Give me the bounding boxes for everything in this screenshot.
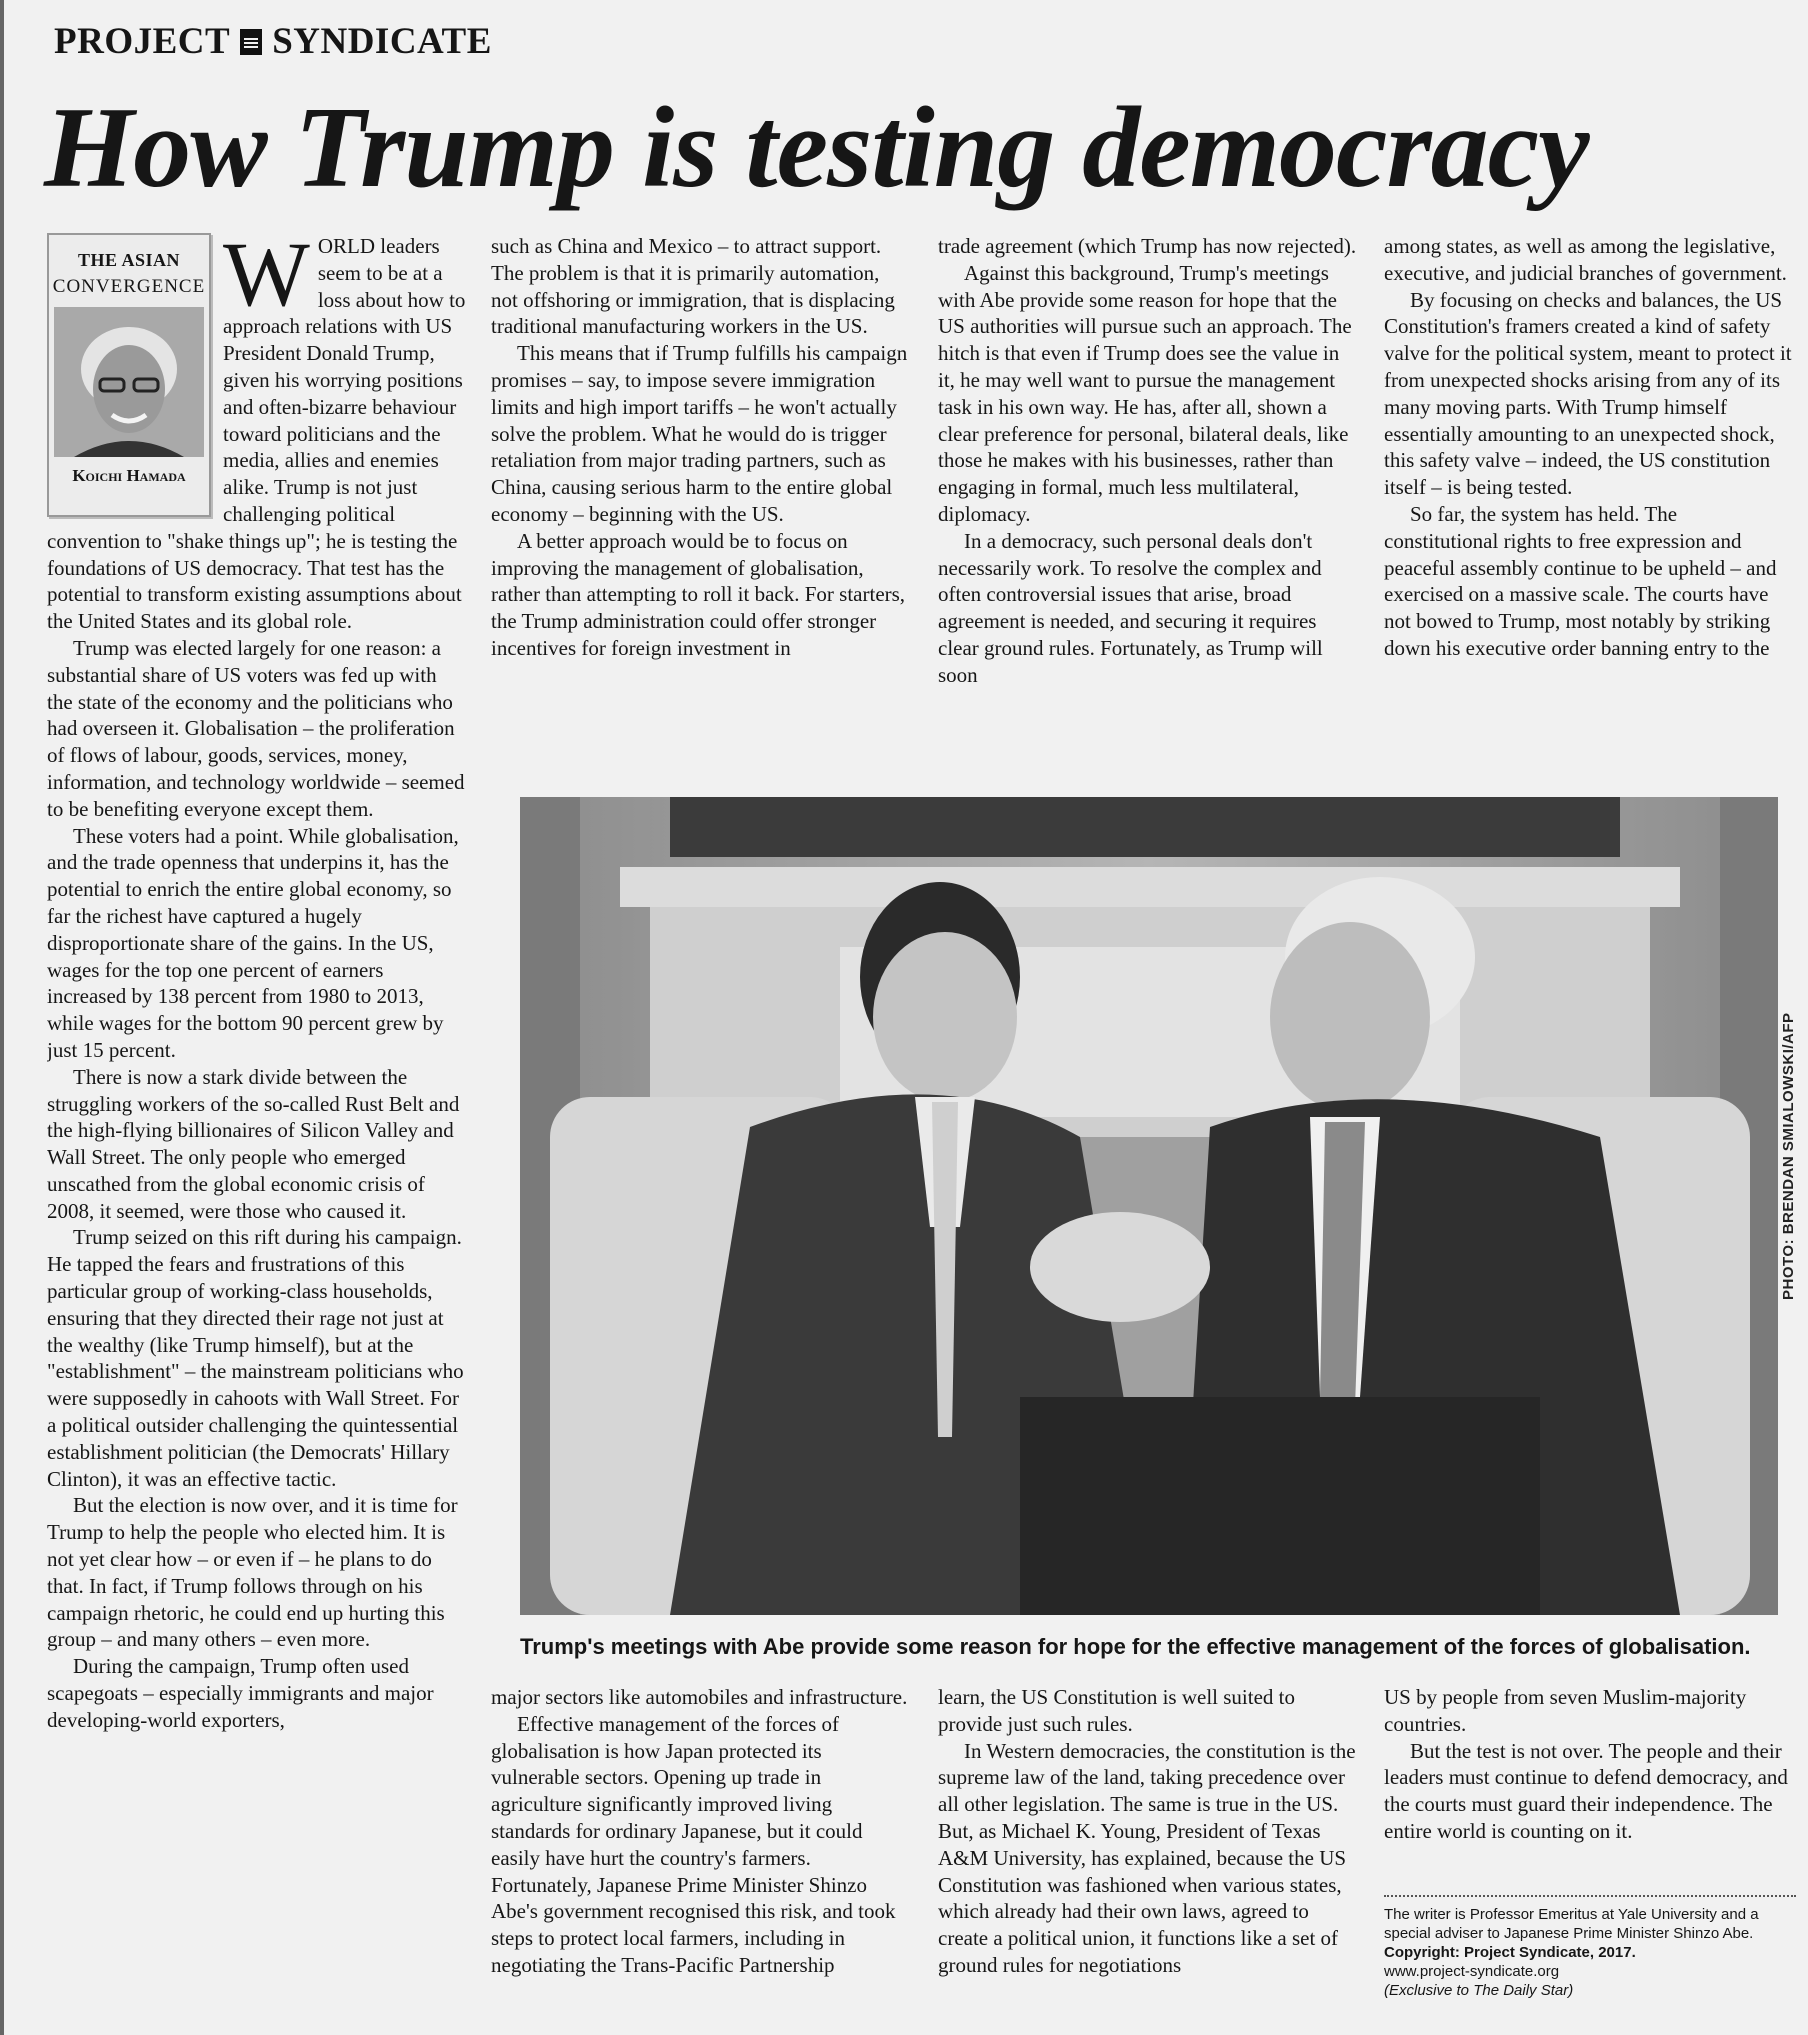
article-column-2-top — [491, 233, 911, 773]
paragraph: trade agreement (which Trump has now rejected). — [938, 234, 1357, 258]
author-bio: The writer is Professor Emeritus at Yale University and a special adviser to Japanese Prime Minister Shinzo Abe. — [1384, 1906, 1759, 1942]
photo-credit: PHOTO: BRENDAN SMIALOWSKI/AFP — [1780, 1012, 1797, 1300]
paragraph: But the election is now over, and it is time for Trump to help the people who elected him. It is not yet clear how – or even if – he plans to do that. In fact, if Trump follows through on his campaign rhetoric, he could end up hurting this group – and many others – even more. — [47, 1493, 458, 1652]
exclusive-note: (Exclusive to The Daily Star) — [1384, 1982, 1574, 1999]
paragraph: In a democracy, such personal deals don't necessarily work. To resolve the complex and often controversial issues that arise, broad agreement is needed, and securing it requires clear ground rules. Fortunately, as Trump will soon — [938, 528, 1323, 687]
masthead-right: SYNDICATE — [272, 21, 492, 62]
author-name: Koichi Hamada — [72, 465, 186, 485]
source-url: www.project-syndicate.org — [1384, 1963, 1560, 1980]
paragraph: A better approach would be to focus on improving the management of globalisation, rather than attempting to roll it back. For starters, the Trump administration could offer stronger incentives for foreign investment in — [491, 528, 906, 660]
article-photo — [520, 797, 1778, 1615]
author-footnote — [1384, 1905, 1796, 2000]
paragraph: major sectors like automobiles and infrastructure. — [491, 1685, 908, 1709]
section-masthead — [54, 20, 492, 63]
paragraph: During the campaign, Trump often used scapegoats – especially immigrants and major developing-world exporters, — [47, 1654, 434, 1732]
author-box — [47, 233, 211, 517]
paragraph-text: leaders seem to be at a loss about how to approach relations with US President Donald Trump, given his worrying positions and often-bizarre behaviour toward politicians and the media, allies and enemies alike. Trump is not just challenging political convention to "shake things up"; he is testing the foundations of US democracy. That test has the potential to transform existing assumptions about the United States and its global role. — [47, 234, 466, 634]
paragraph: These voters had a point. While globalisation, and the trade openness that underpins it, has the potential to enrich the entire global economy, so far the richest have captured a hugely disproportionate share of the gains. In the US, wages for the top one percent of earners increased by 138 percent from 1980 to 2013, while wages for the bottom 90 percent grew by just 15 percent. — [47, 823, 459, 1062]
series-label-line1: THE ASIAN — [77, 250, 181, 270]
paragraph: such as China and Mexico – to attract support. The problem is that it is primarily automation, not offshoring or immigration, that is displacing traditional manufacturing workers in the US. — [491, 234, 895, 339]
masthead-left: PROJECT — [54, 21, 231, 62]
paragraph: learn, the US Constitution is well suited to provide just such rules. — [938, 1685, 1295, 1736]
paragraph: In Western democracies, the constitution is the supreme law of the land, taking precedence over all other legislation. The same is true in the US. But, as Michael K. Young, President of Texas A&M University, has explained, because the US Constitution was fashioned when various states, which already had their own laws, agreed to create a political union, it functions like a set of ground rules for negotiations — [938, 1738, 1356, 1977]
copyright-notice: Copyright: Project Syndicate, 2017. — [1384, 1944, 1636, 1961]
series-label-line2: CONVERGENCE — [52, 275, 206, 297]
author-portrait — [54, 307, 204, 457]
paragraph: But the test is not over. The people and their leaders must continue to defend democracy, and the courts must guard their independence. The entire world is counting on it. — [1384, 1738, 1788, 1843]
footer-divider — [1384, 1895, 1796, 1897]
paragraph: There is now a stark divide between the struggling workers of the so-called Rust Belt and the high-flying billionaires of Silicon Valley and Wall Street. The only people who emerged unscathed from the global economic crisis of 2008, it seemed, were those who caused it. — [47, 1064, 460, 1223]
article-column-3-bottom — [938, 1684, 1358, 2031]
article-column-4-bottom — [1384, 1684, 1794, 1884]
drop-cap: W — [223, 233, 310, 325]
paragraph: So far, the system has held. The constitutional rights to free expression and peaceful assembly continue to be upheld – and exercised on a massive scale. The courts have not bowed to Trump, most notably by striking down his executive order banning entry to the — [1384, 501, 1777, 660]
article-column-2-bottom — [491, 1684, 911, 2031]
paragraph: Effective management of the forces of globalisation is how Japan protected its vulnerable sectors. Opening up trade in agriculture significantly improved living standards for ordinary Japanese, but it could easily have hurt the country's farmers. Fortunately, Japanese Prime Minister Shinzo Abe's government recognised this risk, and took steps to protect local farmers, including in negotiating the Trans-Pacific Partnership — [491, 1711, 896, 1977]
first-word: ORLD — [317, 234, 376, 258]
page-edge — [0, 0, 4, 2035]
paragraph: Trump seized on this rift during his campaign. He tapped the fears and frustrations of this particular group of working-class households, ensuring that they directed their rage not just at the wealthy (like Trump himself), but at the "establishment" – the mainstream politicians who were supposedly in cahoots with Wall Street. For a political outsider challenging the quintessential establishment politician (the Democrats' Hillary Clinton), it was an effective tactic. — [47, 1225, 464, 1491]
paragraph: US by people from seven Muslim-majority countries. — [1384, 1685, 1747, 1736]
article-column-4-top — [1384, 233, 1794, 773]
paragraph: By focusing on checks and balances, the US Constitution's framers created a kind of safety valve for the political system, meant to protect it from unexpected shocks arising from any of its many moving parts. With Trump himself essentially amounting to an unexpected shock, this safety valve – indeed, the US constitution itself – is being tested. — [1384, 287, 1792, 500]
syndicate-logo-icon — [240, 29, 262, 55]
author-photo-icon — [54, 307, 204, 457]
paragraph: Trump was elected largely for one reason: a substantial share of US voters was fed up with the state of the economy and the politicians who had overseen it. Globalisation – the proliferation of flows of labour, goods, services, money, information, and technology worldwide – seemed to be benefiting everyone except them. — [47, 635, 465, 821]
article-column-1 — [47, 233, 467, 2031]
paragraph: This means that if Trump fulfills his campaign promises – say, to impose severe immigration limits and high import tariffs – he won't actually solve the problem. What he would do is trigger retaliation from major trading partners, such as China, causing serious harm to the entire global economy – beginning with the US. — [491, 341, 908, 526]
paragraph: Against this background, Trump's meetings with Abe provide some reason for hope that the US authorities will pursue such an approach. The hitch is that even if Trump does see the value in it, he may well want to pursue the management task in his own way. He has, after all, shown a clear preference for personal, bilateral deals, like those he makes with his businesses, rather than engaging in formal, much less multilateral, diplomacy. — [938, 260, 1352, 526]
headline: How Trump is testing democracy — [44, 84, 1589, 212]
photo-caption: Trump's meetings with Abe provide some reason for hope for the effective management of the forces of globalisation. — [520, 1634, 1751, 1659]
article-column-3-top — [938, 233, 1358, 773]
leaders-handshake-photo-icon — [520, 797, 1778, 1615]
paragraph: among states, as well as among the legislative, executive, and judicial branches of government. — [1384, 234, 1787, 285]
